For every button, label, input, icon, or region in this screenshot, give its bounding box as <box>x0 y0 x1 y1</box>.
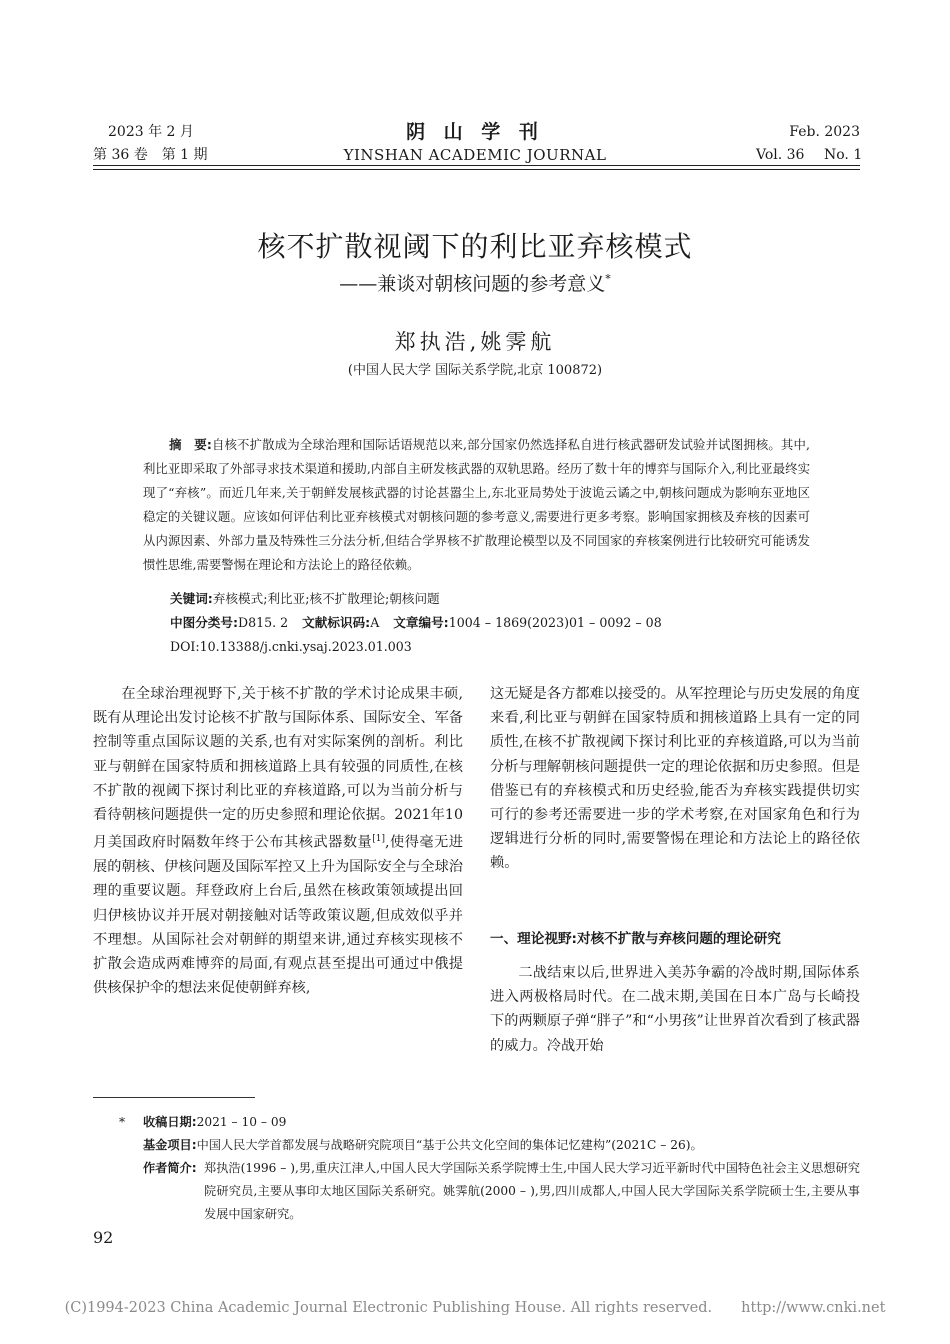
doi: DOI:10.13388/j.cnki.ysaj.2023.01.003 <box>170 639 412 654</box>
doc-code-value: A <box>370 615 380 630</box>
keywords-line <box>170 589 810 609</box>
body-text: ,使得毫无进展的朝核、伊核问题及国际军控又上升为国际安全与全球治理的重要议题。拜登政府上台后,虽然在核政策领域提出回归伊核协议并开展对朝接触对话等政策议题,但成效似乎并不理想。从国际社会对朝鲜的期望来讲,通过弃核实现核不扩散会造成两难博弈的局面,有观点甚至提出可通过中俄提供核保护伞的想法来促使朝鲜弃核, <box>93 834 463 997</box>
copyright-watermark: (C)1994-2023 China Academic Journal Electronic Publishing House. All rights reserved. http://www.cnki.net <box>64 1300 886 1316</box>
article-no-label: 文章编号: <box>393 615 449 630</box>
author-bio-label: 作者简介: <box>143 1161 197 1175</box>
footnote-rule <box>93 1097 255 1098</box>
keywords: 弃核模式;利比亚;核不扩散理论;朝核问题 <box>212 591 440 606</box>
header-no-en: No. 1 <box>824 147 863 163</box>
received-date: 2021 – 10 – 09 <box>196 1115 287 1129</box>
article-subtitle-text: ——兼谈对朝核问题的参考意义 <box>339 273 606 295</box>
header-vol-en: Vol. 36 <box>756 147 805 163</box>
clc-label: 中图分类号: <box>170 615 239 630</box>
author-bio: 郑执浩(1996 – ),男,重庆江津人,中国人民大学国际关系学院博士生,中国人民大学习近平新时代中国特色社会主义思想研究院研究员,主要从事印太地区国际关系研究。姚霁航(2000 – ),男,四川成都人,中国人民大学国际关系学院硕士生,主要从事发展中国家研究。 <box>204 1161 860 1221</box>
section-heading-1: 一、理论视野:对核不扩散与弃核问题的理论研究 <box>490 931 781 947</box>
footnote-star: * <box>119 1115 126 1129</box>
body-right-column-top <box>490 682 860 876</box>
journal-name-cn: 阴 山 学 刊 <box>406 121 544 143</box>
fund-text: 中国人民大学首都发展与战略研究院项目“基于公共文化空间的集体记忆建构”(2021C – 26)。 <box>196 1138 703 1152</box>
classification-line <box>170 613 810 633</box>
author-affiliation: (中国人民大学 国际关系学院,北京 100872) <box>347 363 603 378</box>
body-text: 在全球治理视野下,关于核不扩散的学术讨论成果丰硕,既有从理论出发讨论核不扩散与国际体系、国际安全、军备控制等重点国际议题的关系,也有对实际案例的剖析。利比亚与朝鲜在国家特质和拥核道路上具有较强的同质性,在核不扩散的视阈下探讨利比亚的弃核道路,可以为当前分析与看待朝核问题提供一定的历史参照和理论依据。2021年10月美国政府时隔数年终于公布其核武器数量 <box>93 686 463 851</box>
journal-name-en: YINSHAN ACADEMIC JOURNAL <box>343 146 607 164</box>
clc-value: D815. 2 <box>238 615 289 630</box>
body-right-column-bottom <box>490 961 860 1058</box>
body-left-column <box>93 682 463 1000</box>
citation-ref: [1] <box>372 834 385 845</box>
abstract-text: 自核不扩散成为全球治理和国际话语规范以来,部分国家仍然选择私自进行核武器研发试验并试图拥核。其中,利比亚即采取了外部寻求技术渠道和援助,内部自主研发核武器的双轨思路。经历了数十年的博弈与国际介入,利比亚最终实现了“弃核”。而近几年来,关于朝鲜发展核武器的讨论甚嚣尘上,东北亚局势处于波诡云谲之中,朝核问题成为影响东亚地区稳定的关键议题。应该如何评估利比亚弃核模式对朝核问题的参考意义,需要进行更多考察。影响国家拥核及弃核的因素可从内源因素、外部力量及特殊性三分法分析,但结合学界核不扩散理论模型以及不同国家的弃核案例进行比较研究可能诱发惯性思维,需要警惕在理论和方法论上的路径依赖。 <box>143 437 810 572</box>
header-rule-thin <box>93 169 860 170</box>
received-label: 收稿日期: <box>143 1115 197 1129</box>
body-paragraph: 二战结束以后,世界进入美苏争霸的冷战时期,国际体系进入两极格局时代。在二战末期,美国在日本广岛与长崎投下的两颗原子弹“胖子”和“小男孩”让世界首次看到了核武器的威力。冷战开始 <box>490 965 860 1054</box>
article-authors: 郑执浩,姚霁航 <box>394 330 556 354</box>
article-title: 核不扩散视阈下的利比亚弃核模式 <box>257 230 693 263</box>
header-rule-thick <box>93 165 860 166</box>
abstract-label: 摘 要: <box>169 437 212 452</box>
body-paragraph: 这无疑是各方都难以接受的。从军控理论与历史发展的角度来看,利比亚与朝鲜在国家特质和拥核道路上具有一定的同质性,在核不扩散视阈下探讨利比亚的弃核道路,可以为当前分析与理解朝核问题提供一定的理论依据和历史参照。但是借鉴已有的弃核模式和历史经验,能否为弃核实践提供切实可行的参考还需要进一步的学术考察,在对国家角色和行为逻辑进行分析的同时,需要警惕在理论和方法论上的路径依赖。 <box>490 686 860 872</box>
doc-code-label: 文献标识码: <box>302 615 371 630</box>
header-date-en: Feb. 2023 <box>789 124 860 140</box>
page-number: 92 <box>93 1228 114 1247</box>
body-paragraph <box>93 682 463 1000</box>
article-subtitle <box>0 269 950 296</box>
received-date-line <box>143 1111 286 1134</box>
author-bio-label-wrap <box>143 1157 197 1180</box>
header-issue-cn: 第 36 卷 第 1 期 <box>93 147 208 163</box>
article-no-value: 1004 – 1869(2023)01 – 0092 – 08 <box>448 615 662 630</box>
subtitle-footnote-mark: * <box>605 272 611 286</box>
keywords-label: 关键词: <box>170 591 213 606</box>
fund-label: 基金项目: <box>143 1138 197 1152</box>
abstract <box>143 433 810 577</box>
fund-line <box>143 1134 703 1157</box>
header-date-cn: 2023 年 2 月 <box>108 124 194 140</box>
